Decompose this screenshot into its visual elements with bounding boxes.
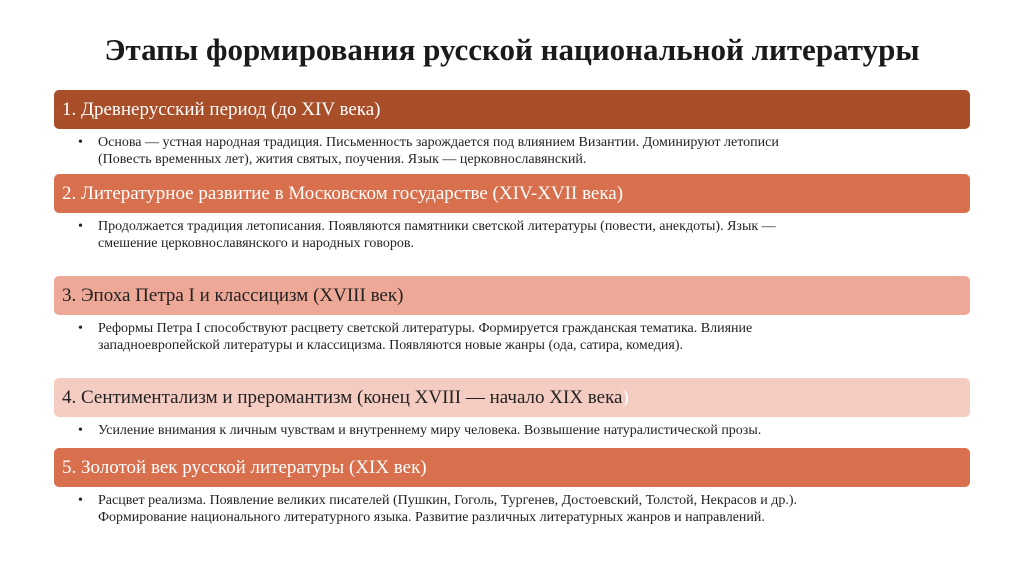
stage-1-header: 1. Древнерусский период (до XIV века) — [54, 90, 970, 129]
stage-1-text-line-2: (Повесть временных лет), жития святых, поучения. Язык — церковнославянский. — [98, 152, 587, 167]
stage-1-description — [78, 134, 948, 168]
stage-3-text-line-1: Реформы Петра I способствуют расцвету светской литературы. Формируется гражданская тематика. Влияние — [98, 321, 753, 336]
slide-title: Этапы формирования русской национальной литературы — [104, 32, 920, 67]
stage-3-header: 3. Эпоха Петра I и классицизм (XVIII век) — [54, 276, 970, 315]
bullet-icon: • — [78, 135, 83, 150]
stage-4-header-label: 4. Сентиментализм и преромантизм (конец XVIII — начало XIX века — [62, 387, 623, 408]
stage-3-text-line-2: западноевропейской литературы и классицизма. Появляются новые жанры (ода, сатира, комедия). — [98, 338, 684, 353]
stage-3-description — [78, 320, 948, 354]
stage-2-header: 2. Литературное развитие в Московском государстве (XIV-XVII века) — [54, 174, 970, 213]
stage-2-description — [78, 218, 948, 252]
bullet-icon: • — [78, 219, 83, 234]
stage-4-header-tail: ) — [622, 387, 629, 408]
stage-4-header — [54, 378, 970, 417]
stage-1-text-line-1: Основа — устная народная традиция. Письменность зарождается под влиянием Византии. Доминируют летописи — [98, 135, 779, 150]
stage-5-description — [78, 492, 948, 526]
stage-5-text-line-2: Формирование национального литературного языка. Развитие различных литературных жанров и направлений. — [98, 510, 765, 525]
bullet-icon: • — [78, 423, 83, 438]
stage-5-header: 5. Золотой век русской литературы (XIX век) — [54, 448, 970, 487]
stage-2-text-line-1: Продолжается традиция летописания. Появляются памятники светской литературы (повести, анекдоты). Язык — — [98, 219, 776, 234]
stage-2-text-line-2: смешение церковнославянского и народных говоров. — [98, 236, 415, 251]
stage-4-text-line-1: Усиление внимания к личным чувствам и внутреннему миру человека. Возвышение натуралистической прозы. — [98, 423, 762, 438]
stage-5-text-line-1: Расцвет реализма. Появление великих писателей (Пушкин, Гоголь, Тургенев, Достоевский, Толстой, Некрасов и др.). — [98, 493, 798, 508]
bullet-icon: • — [78, 493, 83, 508]
bullet-icon: • — [78, 321, 83, 336]
stage-4-description — [78, 422, 948, 439]
